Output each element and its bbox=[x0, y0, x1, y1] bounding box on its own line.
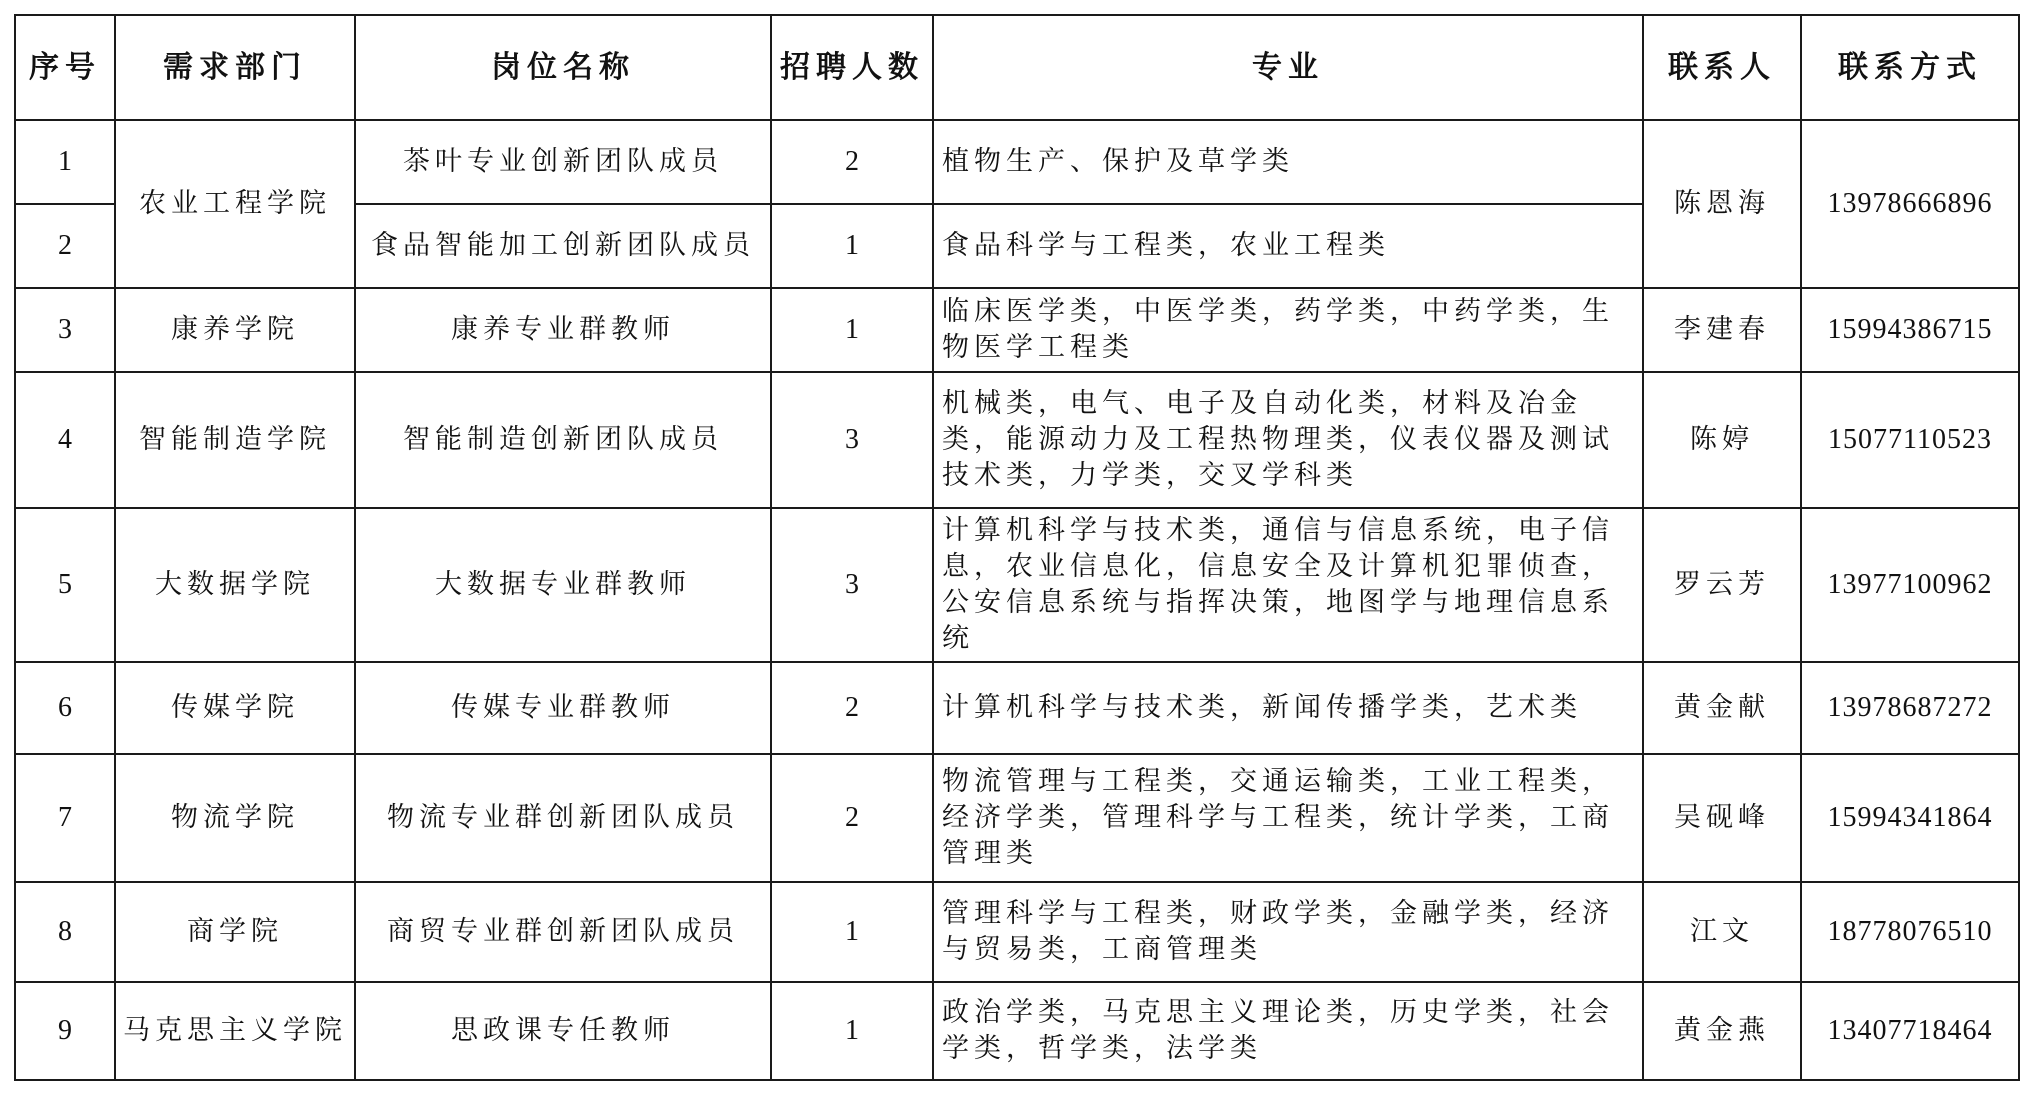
position-cell: 智能制造创新团队成员 bbox=[355, 372, 771, 508]
position-cell: 商贸专业群创新团队成员 bbox=[355, 882, 771, 982]
dept-cell: 马克思主义学院 bbox=[115, 982, 355, 1080]
phone-cell: 13977100962 bbox=[1801, 508, 2019, 662]
phone-cell: 13978666896 bbox=[1801, 120, 2019, 288]
contact-cell: 罗云芳 bbox=[1643, 508, 1801, 662]
count-cell: 2 bbox=[771, 662, 933, 754]
position-cell: 物流专业群创新团队成员 bbox=[355, 754, 771, 882]
table-row bbox=[15, 508, 2019, 662]
count-cell: 1 bbox=[771, 288, 933, 372]
count-cell: 3 bbox=[771, 372, 933, 508]
phone-cell: 15077110523 bbox=[1801, 372, 2019, 508]
major-cell: 政治学类，马克思主义理论类，历史学类，社会学类，哲学类，法学类 bbox=[933, 982, 1643, 1080]
table-row bbox=[15, 662, 2019, 754]
contact-cell: 陈婷 bbox=[1643, 372, 1801, 508]
phone-cell: 13978687272 bbox=[1801, 662, 2019, 754]
count-cell: 1 bbox=[771, 204, 933, 288]
header-dept: 需求部门 bbox=[115, 15, 355, 120]
contact-cell: 陈恩海 bbox=[1643, 120, 1801, 288]
position-cell: 大数据专业群教师 bbox=[355, 508, 771, 662]
position-cell: 传媒专业群教师 bbox=[355, 662, 771, 754]
contact-cell: 江文 bbox=[1643, 882, 1801, 982]
seq-cell: 8 bbox=[15, 882, 115, 982]
dept-cell: 物流学院 bbox=[115, 754, 355, 882]
table-row bbox=[15, 882, 2019, 982]
dept-cell: 农业工程学院 bbox=[115, 120, 355, 288]
major-cell: 计算机科学与技术类，通信与信息系统，电子信息，农业信息化，信息安全及计算机犯罪侦查，公安信息系统与指挥决策，地图学与地理信息系统 bbox=[933, 508, 1643, 662]
header-contact: 联系人 bbox=[1643, 15, 1801, 120]
dept-cell: 商学院 bbox=[115, 882, 355, 982]
major-cell: 食品科学与工程类，农业工程类 bbox=[933, 204, 1643, 288]
count-cell: 1 bbox=[771, 982, 933, 1080]
major-cell: 机械类，电气、电子及自动化类，材料及冶金类，能源动力及工程热物理类，仪表仪器及测试技术类，力学类，交叉学科类 bbox=[933, 372, 1643, 508]
phone-cell: 13407718464 bbox=[1801, 982, 2019, 1080]
header-major: 专业 bbox=[933, 15, 1643, 120]
contact-cell: 黄金献 bbox=[1643, 662, 1801, 754]
major-cell: 管理科学与工程类，财政学类，金融学类，经济与贸易类，工商管理类 bbox=[933, 882, 1643, 982]
count-cell: 1 bbox=[771, 882, 933, 982]
dept-cell: 传媒学院 bbox=[115, 662, 355, 754]
contact-cell: 黄金燕 bbox=[1643, 982, 1801, 1080]
seq-cell: 5 bbox=[15, 508, 115, 662]
header-count: 招聘人数 bbox=[771, 15, 933, 120]
seq-cell: 3 bbox=[15, 288, 115, 372]
phone-cell: 15994341864 bbox=[1801, 754, 2019, 882]
major-cell: 临床医学类，中医学类，药学类，中药学类，生物医学工程类 bbox=[933, 288, 1643, 372]
major-cell: 植物生产、保护及草学类 bbox=[933, 120, 1643, 204]
contact-cell: 吴砚峰 bbox=[1643, 754, 1801, 882]
seq-cell: 1 bbox=[15, 120, 115, 204]
table-row bbox=[15, 120, 2019, 204]
seq-cell: 6 bbox=[15, 662, 115, 754]
count-cell: 3 bbox=[771, 508, 933, 662]
recruitment-table-sheet bbox=[14, 14, 2020, 1081]
table-row bbox=[15, 982, 2019, 1080]
dept-cell: 智能制造学院 bbox=[115, 372, 355, 508]
major-cell: 计算机科学与技术类，新闻传播学类，艺术类 bbox=[933, 662, 1643, 754]
seq-cell: 4 bbox=[15, 372, 115, 508]
header-position: 岗位名称 bbox=[355, 15, 771, 120]
seq-cell: 7 bbox=[15, 754, 115, 882]
phone-cell: 15994386715 bbox=[1801, 288, 2019, 372]
recruitment-table bbox=[14, 14, 2020, 1081]
count-cell: 2 bbox=[771, 754, 933, 882]
dept-cell: 康养学院 bbox=[115, 288, 355, 372]
position-cell: 食品智能加工创新团队成员 bbox=[355, 204, 771, 288]
position-cell: 思政课专任教师 bbox=[355, 982, 771, 1080]
table-row bbox=[15, 288, 2019, 372]
count-cell: 2 bbox=[771, 120, 933, 204]
seq-cell: 2 bbox=[15, 204, 115, 288]
table-row bbox=[15, 372, 2019, 508]
seq-cell: 9 bbox=[15, 982, 115, 1080]
phone-cell: 18778076510 bbox=[1801, 882, 2019, 982]
dept-cell: 大数据学院 bbox=[115, 508, 355, 662]
header-phone: 联系方式 bbox=[1801, 15, 2019, 120]
position-cell: 康养专业群教师 bbox=[355, 288, 771, 372]
header-seq: 序号 bbox=[15, 15, 115, 120]
contact-cell: 李建春 bbox=[1643, 288, 1801, 372]
major-cell: 物流管理与工程类，交通运输类，工业工程类，经济学类，管理科学与工程类，统计学类，工商管理类 bbox=[933, 754, 1643, 882]
table-row bbox=[15, 754, 2019, 882]
position-cell: 茶叶专业创新团队成员 bbox=[355, 120, 771, 204]
header-row bbox=[15, 15, 2019, 120]
